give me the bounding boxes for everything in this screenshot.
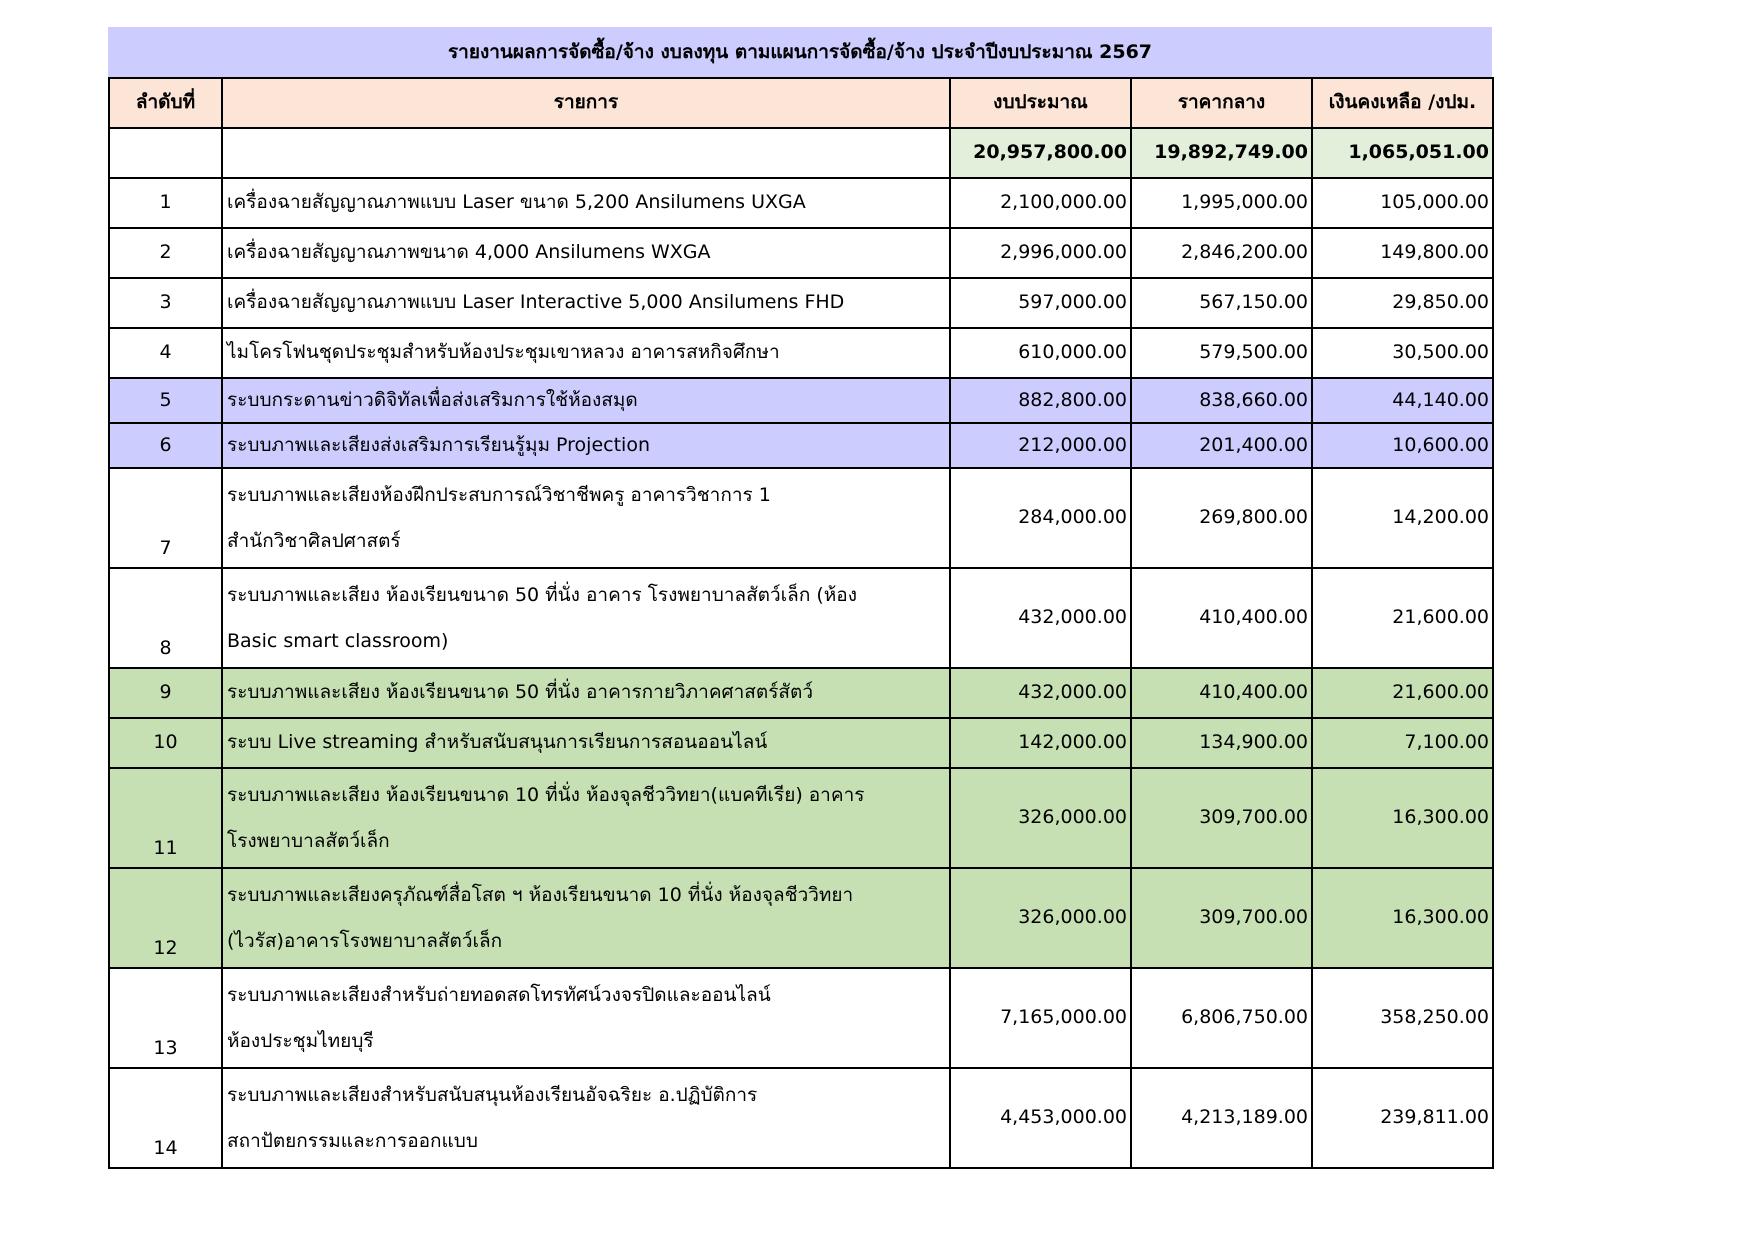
row-no: 9 xyxy=(109,668,222,718)
total-remaining: 1,065,051.00 xyxy=(1312,128,1493,178)
row-remaining: 21,600.00 xyxy=(1312,568,1493,668)
procurement-table xyxy=(108,77,1494,1169)
row-budget: 2,996,000.00 xyxy=(950,228,1131,278)
row-item-line: Basic smart classroom) xyxy=(227,630,449,652)
row-budget: 597,000.00 xyxy=(950,278,1131,328)
header-budget: งบประมาณ xyxy=(950,78,1131,128)
row-remaining: 16,300.00 xyxy=(1312,868,1493,968)
row-budget: 7,165,000.00 xyxy=(950,968,1131,1068)
table-row xyxy=(109,178,1493,228)
row-median-price: 838,660.00 xyxy=(1131,378,1312,423)
row-no: 4 xyxy=(109,328,222,378)
total-row xyxy=(109,128,1493,178)
row-no: 13 xyxy=(109,968,222,1068)
row-item-line: ระบบภาพและเสียงครุภัณฑ์สื่อโสต ฯ ห้องเรียนขนาด 10 ที่นั่ง ห้องจุลชีววิทยา xyxy=(227,884,854,906)
row-no: 14 xyxy=(109,1068,222,1168)
row-item-line: ห้องประชุมไทยบุรี xyxy=(227,1030,374,1052)
row-item-line: โรงพยาบาลสัตว์เล็ก xyxy=(227,830,390,852)
row-item-line: ระบบภาพและเสียงสำหรับถ่ายทอดสดโทรทัศน์วงจรปิดและออนไลน์ xyxy=(227,984,771,1006)
header-item: รายการ xyxy=(222,78,950,128)
row-item: เครื่องฉายสัญญาณภาพขนาด 4,000 Ansilumens WXGA xyxy=(222,228,950,278)
row-no: 11 xyxy=(109,768,222,868)
row-no: 7 xyxy=(109,468,222,568)
row-median-price: 2,846,200.00 xyxy=(1131,228,1312,278)
row-no: 5 xyxy=(109,378,222,423)
table-row xyxy=(109,1068,1493,1168)
row-item: ระบบกระดานข่าวดิจิทัลเพื่อส่งเสริมการใช้ห้องสมุด xyxy=(222,378,950,423)
row-item xyxy=(222,468,950,568)
row-median-price: 1,995,000.00 xyxy=(1131,178,1312,228)
row-item xyxy=(222,568,950,668)
row-item-line: ระบบภาพและเสียงห้องฝึกประสบการณ์วิชาชีพครู อาคารวิชาการ 1 xyxy=(227,484,771,506)
row-median-price: 4,213,189.00 xyxy=(1131,1068,1312,1168)
row-item-line: สถาปัตยกรรมและการออกแบบ xyxy=(227,1130,478,1152)
row-median-price: 579,500.00 xyxy=(1131,328,1312,378)
row-item-line: ระบบภาพและเสียง ห้องเรียนขนาด 50 ที่นั่ง อาคาร โรงพยาบาลสัตว์เล็ก (ห้อง xyxy=(227,584,857,606)
row-item xyxy=(222,1068,950,1168)
header-no: ลำดับที่ xyxy=(109,78,222,128)
table-row xyxy=(109,768,1493,868)
row-remaining: 21,600.00 xyxy=(1312,668,1493,718)
table-row xyxy=(109,968,1493,1068)
table-row xyxy=(109,278,1493,328)
row-median-price: 410,400.00 xyxy=(1131,568,1312,668)
total-median-price: 19,892,749.00 xyxy=(1131,128,1312,178)
row-item-line: ระบบภาพและเสียงสำหรับสนับสนุนห้องเรียนอัจฉริยะ อ.ปฏิบัติการ xyxy=(227,1084,758,1106)
row-item-line: (ไวรัส)อาคารโรงพยาบาลสัตว์เล็ก xyxy=(227,930,503,952)
total-budget: 20,957,800.00 xyxy=(950,128,1131,178)
row-no: 10 xyxy=(109,718,222,768)
row-item: ระบบภาพและเสียงส่งเสริมการเรียนรู้มุม Projection xyxy=(222,423,950,468)
procurement-report xyxy=(108,27,1492,1169)
report-title: รายงานผลการจัดซื้อ/จ้าง งบลงทุน ตามแผนการจัดซื้อ/จ้าง ประจำปีงบประมาณ 2567 xyxy=(108,27,1492,77)
header-row xyxy=(109,78,1493,128)
row-no: 12 xyxy=(109,868,222,968)
row-remaining: 10,600.00 xyxy=(1312,423,1493,468)
row-remaining: 358,250.00 xyxy=(1312,968,1493,1068)
total-no-cell xyxy=(109,128,222,178)
table-row xyxy=(109,568,1493,668)
row-no: 2 xyxy=(109,228,222,278)
row-item: ระบบภาพและเสียง ห้องเรียนขนาด 50 ที่นั่ง อาคารกายวิภาคศาสตร์สัตว์ xyxy=(222,668,950,718)
row-budget: 326,000.00 xyxy=(950,868,1131,968)
row-remaining: 30,500.00 xyxy=(1312,328,1493,378)
row-item: เครื่องฉายสัญญาณภาพแบบ Laser Interactive 5,000 Ansilumens FHD xyxy=(222,278,950,328)
table-row xyxy=(109,668,1493,718)
row-remaining: 7,100.00 xyxy=(1312,718,1493,768)
table-row xyxy=(109,868,1493,968)
row-median-price: 201,400.00 xyxy=(1131,423,1312,468)
row-item: ไมโครโฟนชุดประชุมสำหรับห้องประชุมเขาหลวง อาคารสหกิจศึกษา xyxy=(222,328,950,378)
row-median-price: 6,806,750.00 xyxy=(1131,968,1312,1068)
table-row xyxy=(109,378,1493,423)
row-budget: 4,453,000.00 xyxy=(950,1068,1131,1168)
row-budget: 2,100,000.00 xyxy=(950,178,1131,228)
row-remaining: 105,000.00 xyxy=(1312,178,1493,228)
row-no: 8 xyxy=(109,568,222,668)
row-median-price: 309,700.00 xyxy=(1131,868,1312,968)
row-budget: 326,000.00 xyxy=(950,768,1131,868)
table-row xyxy=(109,328,1493,378)
table-row xyxy=(109,423,1493,468)
row-budget: 882,800.00 xyxy=(950,378,1131,423)
row-item xyxy=(222,768,950,868)
row-remaining: 44,140.00 xyxy=(1312,378,1493,423)
header-remaining: เงินคงเหลือ /งปม. xyxy=(1312,78,1493,128)
row-item xyxy=(222,968,950,1068)
row-median-price: 134,900.00 xyxy=(1131,718,1312,768)
total-item-cell xyxy=(222,128,950,178)
row-median-price: 410,400.00 xyxy=(1131,668,1312,718)
row-budget: 432,000.00 xyxy=(950,568,1131,668)
row-median-price: 309,700.00 xyxy=(1131,768,1312,868)
row-item xyxy=(222,868,950,968)
row-median-price: 567,150.00 xyxy=(1131,278,1312,328)
row-budget: 432,000.00 xyxy=(950,668,1131,718)
row-item: ระบบ Live streaming สำหรับสนับสนุนการเรียนการสอนออนไลน์ xyxy=(222,718,950,768)
row-no: 6 xyxy=(109,423,222,468)
row-budget: 610,000.00 xyxy=(950,328,1131,378)
row-remaining: 149,800.00 xyxy=(1312,228,1493,278)
row-no: 1 xyxy=(109,178,222,228)
row-budget: 212,000.00 xyxy=(950,423,1131,468)
row-remaining: 16,300.00 xyxy=(1312,768,1493,868)
table-row xyxy=(109,718,1493,768)
row-item-line: สำนักวิชาศิลปศาสตร์ xyxy=(227,530,401,552)
table-row xyxy=(109,228,1493,278)
row-remaining: 29,850.00 xyxy=(1312,278,1493,328)
table-row xyxy=(109,468,1493,568)
row-budget: 284,000.00 xyxy=(950,468,1131,568)
row-remaining: 14,200.00 xyxy=(1312,468,1493,568)
row-budget: 142,000.00 xyxy=(950,718,1131,768)
row-remaining: 239,811.00 xyxy=(1312,1068,1493,1168)
row-item: เครื่องฉายสัญญาณภาพแบบ Laser ขนาด 5,200 Ansilumens UXGA xyxy=(222,178,950,228)
row-item-line: ระบบภาพและเสียง ห้องเรียนขนาด 10 ที่นั่ง ห้องจุลชีววิทยา(แบคทีเรีย) อาคาร xyxy=(227,784,865,806)
header-median-price: ราคากลาง xyxy=(1131,78,1312,128)
row-median-price: 269,800.00 xyxy=(1131,468,1312,568)
row-no: 3 xyxy=(109,278,222,328)
